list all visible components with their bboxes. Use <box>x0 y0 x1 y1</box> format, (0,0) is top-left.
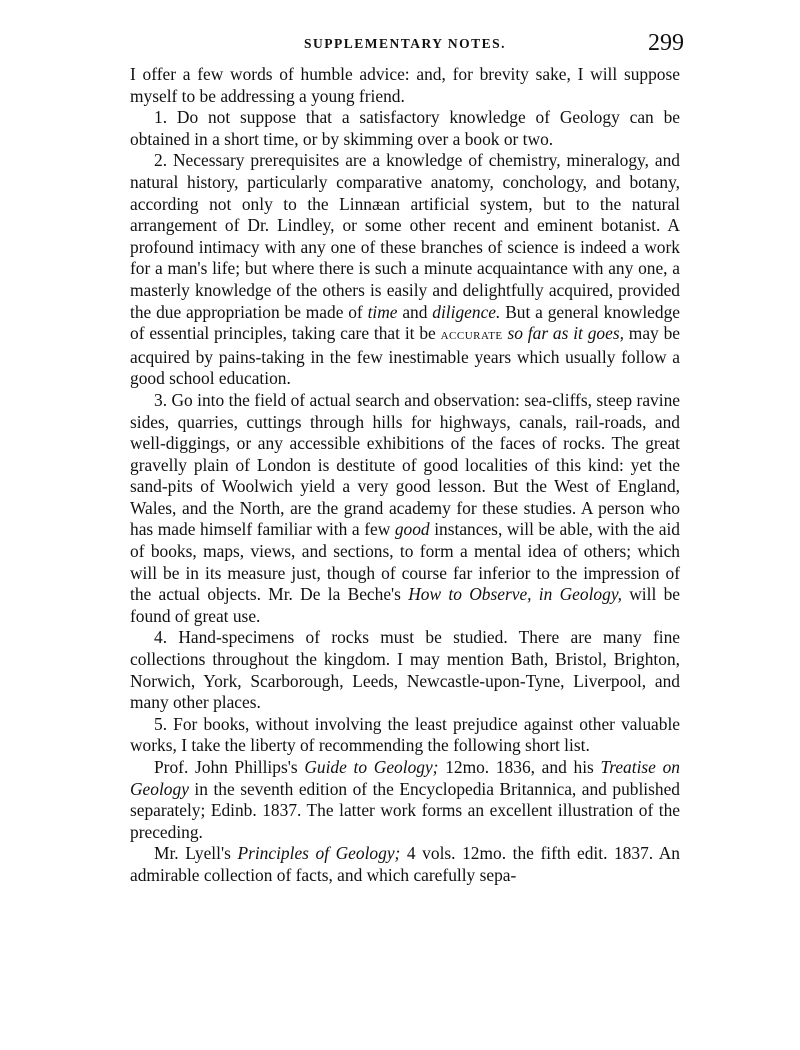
running-head: SUPPLEMENTARY NOTES. <box>303 36 507 51</box>
paragraph-text: 4 vols. 12mo. the fifth edit. 1837. An admirable collection of facts, and which carefully sepa- <box>130 843 680 885</box>
page-body <box>130 64 680 887</box>
emphasis-time: time <box>367 301 398 322</box>
page-number: 299 <box>648 30 684 56</box>
paragraph-text: in the seventh edition of the Encyclopedia Britannica, and published separately; Edinb. 1837. The latter work forms an excellent illustration of the preceding. <box>130 778 680 842</box>
paragraph-text: 1. Do not suppose that a satisfactory knowledge of Geology can be obtained in a short time, or by skimming over a book or two. <box>130 107 680 149</box>
paragraph-lyell <box>130 843 680 886</box>
emphasis-so-far: so far as it goes, <box>507 323 624 344</box>
paragraph-advice-5 <box>130 714 680 757</box>
small-caps-accurate: accurate <box>440 327 503 344</box>
paragraph-phillips <box>130 757 680 843</box>
paragraph-text: may be acquired by pains-taking in the few inestimable years which usually follow a good school education. <box>130 323 680 389</box>
paragraph-text: 12mo. 1836, and his <box>438 757 601 777</box>
paragraph-advice-1 <box>130 107 680 150</box>
paragraph-advice-4 <box>130 627 680 713</box>
paragraph-advice-3 <box>130 390 680 628</box>
book-title-treatise-on-geology: Treatise on Geology <box>130 757 680 799</box>
paragraph-intro <box>130 64 680 107</box>
paragraph-text: 5. For books, without involving the least prejudice against other valuable works, I take the liberty of recommending the following short list. <box>130 713 680 756</box>
paragraph-text: instances, will be able, with the aid of books, maps, views, and sections, to form a mental idea of others; which will be in its measure just, though of course far inferior to the impression of the actual objects. Mr. De la Beche's <box>130 519 680 605</box>
paragraph-text: But a general knowledge of essential principles, taking care that it be <box>130 301 680 344</box>
paragraph-text: and <box>397 301 433 322</box>
paragraph-advice-2 <box>130 150 680 390</box>
paragraph-text: I offer a few words of humble advice: and, for brevity sake, I will suppose myself to be addressing a young friend. <box>130 64 680 106</box>
page-header <box>130 30 684 64</box>
book-title-principles-of-geology: Principles of Geology; <box>237 843 401 864</box>
paragraph-text: 2. Necessary prerequisites are a knowledge of chemistry, mineralogy, and natural history, particularly comparative anatomy, conchology, and botany, according not only to the Linnæan artificial system, but to the natural arrangement of Dr. Lindley, or some other recent and eminent botanist. A profound intimacy with any one of these branches of science is indeed a work for a man's life; but where there is such a minute acquaintance with any one, a masterly knowledge of the others is easily and delightfully acquired, provided the due appropriation be made of <box>130 150 680 322</box>
emphasis-diligence: diligence. <box>432 301 501 322</box>
book-title-guide-to-geology: Guide to Geology; <box>304 757 439 777</box>
paragraph-text: Prof. John Phillips's <box>154 757 305 777</box>
emphasis-good: good <box>394 519 430 540</box>
book-title-how-to-observe: How to Observe, in Geology, <box>408 584 622 605</box>
paragraph-text: will be found of great use. <box>130 584 680 626</box>
paragraph-text: 4. Hand-specimens of rocks must be studied. There are many fine collections throughout the kingdom. I may mention Bath, Bristol, Brighton, Norwich, York, Scarborough, Leeds, Newcastle-upon-Tyne, Liverpool, and many other places. <box>130 627 680 713</box>
paragraph-text: Mr. Lyell's <box>154 843 238 864</box>
paragraph-text: 3. Go into the field of actual search and observation: sea-cliffs, steep ravine sides, quarries, cuttings through hills for highways, canals, rail-roads, and well-diggings, or any accessible exhibitions of the faces of rocks. The great gravelly plain of London is destitute of good localities of this kind: yet the sand-pits of Woolwich yield a very good lesson. But the West of England, Wales, and the North, are the grand academy for these studies. A person who has made himself familiar with a few <box>130 389 680 540</box>
